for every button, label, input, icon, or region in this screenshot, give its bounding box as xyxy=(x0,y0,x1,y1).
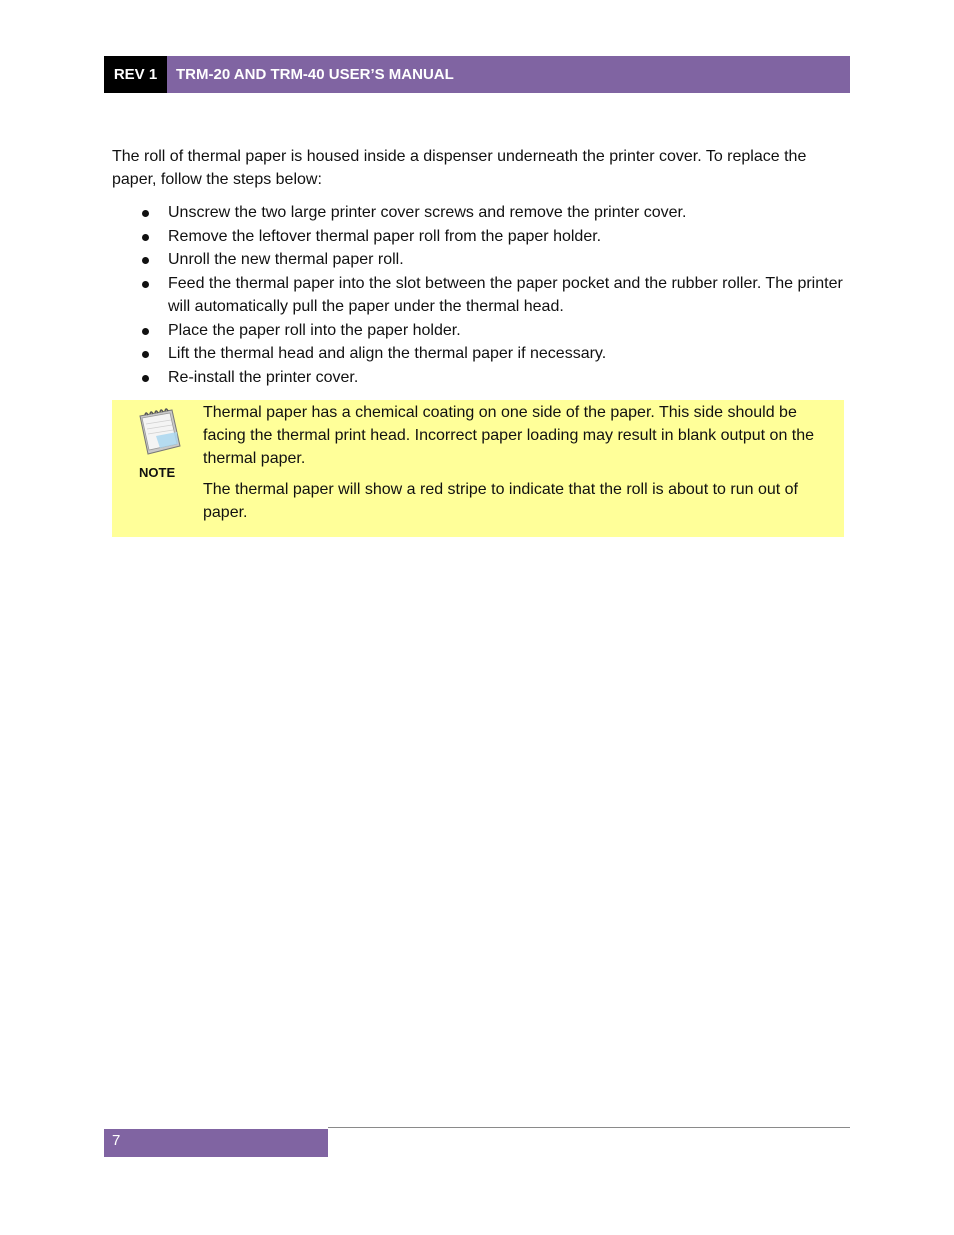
list-item: Feed the thermal paper into the slot between the paper pocket and the rubber roller. The printer will automatically pull the paper under the thermal head. xyxy=(112,272,847,319)
note-paragraph: Thermal paper has a chemical coating on one side of the paper. This side should be facing the thermal print head. Incorrect paper loading may result in blank output on the thermal paper. xyxy=(203,404,815,467)
revision-label: REV 1 xyxy=(104,56,167,93)
manual-title: TRM-20 AND TRM-40 USER’S MANUAL xyxy=(167,56,850,93)
intro-paragraph: The roll of thermal paper is housed inside a dispenser underneath the printer cover. To replace the paper, follow the steps below: xyxy=(112,148,807,188)
note-paragraph: The thermal paper will show a red stripe to indicate that the roll is about to run out of paper. xyxy=(203,481,798,521)
list-item: Remove the leftover thermal paper roll from the paper holder. xyxy=(112,225,847,249)
steps-list xyxy=(112,201,847,389)
list-item: Re-install the printer cover. xyxy=(112,366,847,390)
note-box xyxy=(112,400,844,537)
page-header xyxy=(104,56,850,93)
footer-divider xyxy=(328,1127,850,1128)
list-item: Unroll the new thermal paper roll. xyxy=(112,248,847,272)
list-item: Lift the thermal head and align the thermal paper if necessary. xyxy=(112,342,847,366)
list-item: Place the paper roll into the paper holder. xyxy=(112,319,847,343)
note-text xyxy=(203,401,843,532)
list-item: Unscrew the two large printer cover screws and remove the printer cover. xyxy=(112,201,847,225)
page-number: 7 xyxy=(104,1129,328,1157)
note-label: NOTE xyxy=(139,465,176,480)
notepad-icon xyxy=(134,406,186,458)
